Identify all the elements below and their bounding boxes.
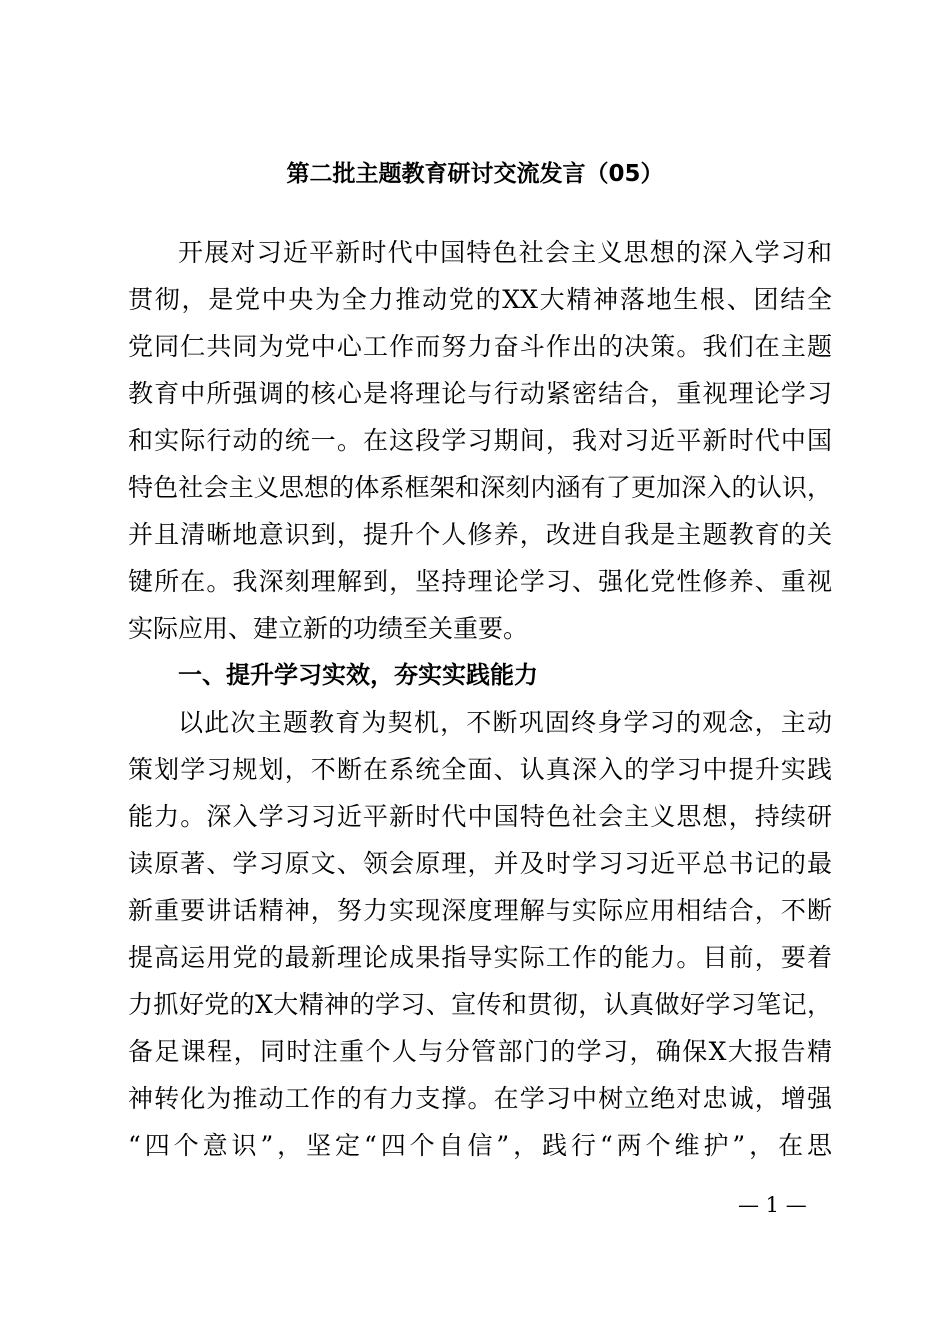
paragraph-1-line: 键所在。我深刻理解到，坚持理论学习、强化党性修养、重视: [128, 567, 832, 596]
document-body: [128, 229, 832, 1169]
document-title: 第二批主题教育研讨交流发言（05）: [286, 161, 664, 187]
paragraph-1-line: 特色社会主义思想的体系框架和深刻内涵有了更加深入的认识，: [128, 473, 832, 502]
paragraph-2-line: 备足课程，同时注重个人与分管部门的学习，确保X大报告精: [128, 1037, 832, 1066]
paragraph-1-line: 贯彻，是党中央为全力推动党的XX大精神落地生根、团结全: [128, 285, 832, 314]
paragraph-2-line: 神转化为推动工作的有力支撑。在学习中树立绝对忠诚，增强: [128, 1084, 832, 1113]
paragraph-1-line: 并且清晰地意识到，提升个人修养，改进自我是主题教育的关: [128, 520, 832, 549]
paragraph-2-line: 能力。深入学习习近平新时代中国特色社会主义思想，持续研: [128, 802, 832, 831]
paragraph-2-line: 读原著、学习原文、领会原理，并及时学习习近平总书记的最: [128, 849, 832, 878]
section-heading-1: 一、提升学习实效，夯实实践能力: [178, 661, 538, 689]
paragraph-2-line: 以此次主题教育为契机，不断巩固终身学习的观念，主动: [178, 708, 832, 737]
paragraph-2-line: 力抓好党的X大精神的学习、宣传和贯彻，认真做好学习笔记，: [128, 990, 832, 1019]
paragraph-2-line: 提高运用党的最新理论成果指导实际工作的能力。目前，要着: [128, 943, 832, 972]
paragraph-1-line: 和实际行动的统一。在这段学习期间，我对习近平新时代中国: [128, 426, 832, 455]
paragraph-1-line: 党同仁共同为党中心工作而努力奋斗作出的决策。我们在主题: [128, 332, 832, 361]
page-number: — 1 —: [738, 1193, 807, 1217]
paragraph-2-line: 策划学习规划，不断在系统全面、认真深入的学习中提升实践: [128, 755, 832, 784]
paragraph-2-line: 新重要讲话精神，努力实现深度理解与实际应用相结合，不断: [128, 896, 832, 925]
paragraph-2-line: “四个意识”，坚定“四个自信”，践行“两个维护”，在思: [128, 1131, 832, 1160]
paragraph-1-line: 教育中所强调的核心是将理论与行动紧密结合，重视理论学习: [128, 379, 832, 408]
paragraph-1-line: 开展对习近平新时代中国特色社会主义思想的深入学习和: [178, 238, 832, 267]
paragraph-1-line: 实际应用、建立新的功绩至关重要。: [128, 614, 529, 643]
